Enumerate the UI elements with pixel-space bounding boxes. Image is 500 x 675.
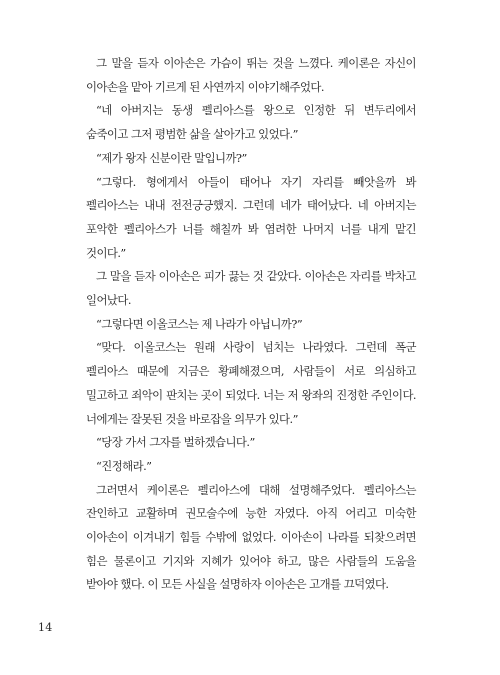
paragraph: “그렇다면 이올코스는 제 나라가 아닙니까?” — [96, 316, 303, 331]
paragraph: “맞다. 이올코스는 원래 사랑이 넘치는 나라였다. 그런데 폭군 펠리아스 때문에 지금은 황폐해졌으며, 사람들이 서로 의심하고 밀고하고 죄악이 판치는 곳이 되었다. 너는 저 왕좌의 진정한 주인이다. 너에게는 잘못된 것을 바로잡을 의무가 있다.” — [86, 340, 416, 426]
paragraph: 그러면서 케이론은 펠리아스에 대해 설명해주었다. 펠리아스는 잔인하고 교활하며 권모술수에 능한 자였다. 아직 어리고 미숙한 이아손이 이겨내기 힘들 수밖에 없었다. 이아손이 나라를 되찾으려면 힘은 물론이고 기지와 지혜가 있어야 하고, 많은 사람들의 도움을 받아야 했다. 이 모든 사실을 설명하자 이아손은 고개를 끄덕였다. — [86, 482, 416, 592]
body-text — [86, 52, 416, 597]
paragraph: “당장 가서 그자를 벌하겠습니다.” — [96, 435, 255, 450]
paragraph: “제가 왕자 신분이란 말입니까?” — [96, 150, 247, 165]
paragraph: “그렇다. 형에게서 아들이 태어나 자기 자리를 빼앗을까 봐 펠리아스는 내내 전전긍긍했지. 그런데 네가 태어났다. 네 아버지는 포악한 펠리아스가 너를 해칠까 봐 염려한 나머지 너를 내게 맡긴 것이다.” — [86, 174, 416, 260]
paragraph: 그 말을 듣자 이아손은 가슴이 뛰는 것을 느꼈다. 케이론은 자신이 이아손을 맡아 기르게 된 사연까지 이야기해주었다. — [86, 56, 416, 94]
paragraph: “진정해라.” — [96, 458, 152, 473]
page-number: 14 — [38, 621, 53, 634]
paragraph: “네 아버지는 동생 펠리아스를 왕으로 인정한 뒤 변두리에서 숨죽이고 그저 평범한 삶을 살아가고 있었다.” — [86, 103, 416, 142]
paragraph: 그 말을 듣자 이아손은 피가 끓는 것 같았다. 이아손은 자리를 박차고 일어났다. — [86, 269, 416, 308]
